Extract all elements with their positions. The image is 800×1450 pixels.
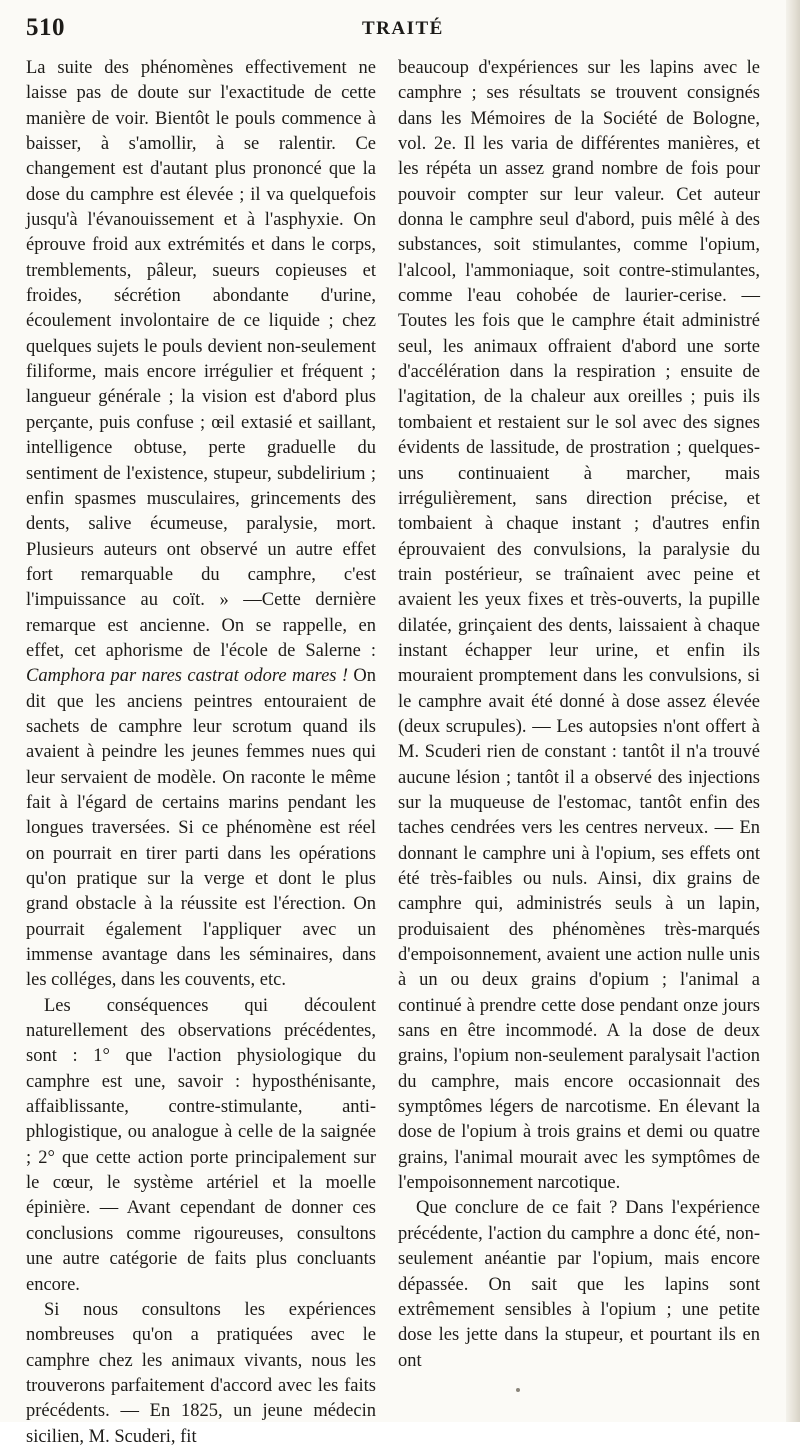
page-number: 510 xyxy=(26,14,65,41)
page-edge-shadow xyxy=(786,0,800,1422)
running-head: TRAITÉ xyxy=(362,18,444,39)
paragraph-conclusions: Les conséquences qui découlent naturellement des observations précédentes, sont : 1° que l'action physiologique du camphre est une, savoir : hyposthénisante, affaiblissante, contre-stimulante, anti-phlogistique, ou analogue à celle de la saignée ; 2° que cette action porte principalement sur le cœur, le système artériel et la moelle épinière. — Avant cependant de donner ces conclusions comme rigoureuses, consultons une autre catégorie de faits plus concluants encore. xyxy=(26,995,376,1295)
paragraph-camphor-effects xyxy=(26,56,376,994)
salerno-aphorism: Camphora par nares castrat odore mares ! xyxy=(26,666,348,687)
page-header xyxy=(26,14,774,48)
left-column xyxy=(26,56,376,1450)
paragraph-scuderi-experiments: beaucoup d'expériences sur les lapins avec le camphre ; ses résultats se trouvent consignés dans les Mémoires de la Société de Bologne, vol. 2e. Il les varia de différentes manières, et les répéta un assez grand nombre de fois pour pouvoir compter sur leur valeur. Cet auteur donna le camphre seul d'abord, puis mêlé à des substances, soit stimulantes, comme l'opium, l'alcool, l'ammoniaque, soit contre-stimulantes, comme l'eau cohobée de laurier-cerise. — Toutes les fois que le camphre était administré seul, les animaux offraient d'abord une sorte d'accélération dans la respiration ; ensuite de l'agitation, de la chaleur aux oreilles ; puis ils tombaient et restaient sur le sol avec des signes évidents de lassitude, de prostration ; quelques-uns continuaient à marcher, mais irrégulièrement, sans direction précise, et tombaient à chaque instant ; d'autres enfin éprouvaient des convulsions, la paralysie du train postérieur, se traînaient avec peine et avaient les yeux fixes et très-ouverts, la pupille dilatée, grinçaient des dents, laissaient à chaque instant échapper leur urine, et enfin ils mouraient promptement dans les convulsions, si le camphre avait été donné à dose assez élevée (deux scrupules). — Les autopsies n'ont offert à M. Scuderi rien de constant : tantôt il n'a trouvé aucune lésion ; tantôt il a observé des injections sur la muqueuse de l'estomac, tantôt enfin des taches cendrées vers les centres nerveux. — En donnant le camphre uni à l'opium, ses effets ont été très-faibles ou nuls. Ainsi, dix grains de camphre qui, administrés seuls à un lapin, produisaient des phénomènes très-marqués d'empoisonnement, avaient une action nulle unis à un ou deux grains d'opium ; l'animal a continué à prendre cette dose pendant onze jours sans en être incommodé. A la dose de deux grains, l'opium non-seulement paralysait l'action du camphre, mais encore occasionnait des symptômes légers de narcotisme. En élevant la dose de l'opium à trois grains et demi ou quatre grains, l'animal mourait avec les symptômes de l'empoisonnement narcotique. xyxy=(398,58,760,1194)
paragraph-opium-conclusion: Que conclure de ce fait ? Dans l'expérience précédente, l'action du camphre a donc été, non-seulement anéantie par l'opium, mais encore dépassée. On sait que les lapins sont extrêmement sensibles à l'opium ; une petite dose les jette dans la stupeur, et pourtant ils en ont xyxy=(398,1198,760,1371)
paragraph-animal-experiments: Si nous consultons les expériences nombreuses qu'on a pratiquées avec le camphre chez les animaux vivants, nous les trouverons parfaitement d'accord avec les faits précédents. — En 1825, un jeune médecin sicilien, M. Scuderi, fit xyxy=(26,1299,376,1447)
paragraph-text: La suite des phénomènes effectivement ne laisse pas de doute sur l'exactitude de cette manière de voir. Bientôt le pouls commence à baisser, à s'amollir, à se ralentir. Ce changement est d'autant plus prononcé que la dose du camphre est élevée ; il va quelquefois jusqu'à l'évanouissement et à l'asphyxie. On éprouve froid aux extrémités et dans le corps, tremblements, pâleur, sueurs copieuses et froides, sécrétion abondante d'urine, écoulement involontaire de ce liquide ; chez quelques sujets le pouls devient non-seulement filiforme, mais encore irrégulier et fréquent ; langueur générale ; la vision est d'abord plus perçante, puis confuse ; œil extasié et saillant, intelligence obtuse, perte graduelle du sentiment de l'existence, stupeur, subdelirium ; enfin spasmes musculaires, grincements des dents, salive écumeuse, paralysie, mort. Plusieurs auteurs ont observé un autre effet fort remarquable du camphre, c'est l'impuissance au coït. » —Cette dernière remarque est ancienne. On se rappelle, en effet, cet aphorisme de l'école de Salerne : xyxy=(26,58,376,661)
paragraph-text-continued: On dit que les anciens peintres entouraient de sachets de camphre leur scrotum quand ils avaient à peindre les jeunes femmes nues qui leur servaient de modèle. On raconte le même fait à l'égard de certains marins pendant les longues traversées. Si ce phénomène est réel on pourrait en tirer parti dans les opérations qu'on pratique sur la verge et dont le plus grand obstacle à la réussite est l'érection. On pourrait également l'appliquer avec un immense avantage dans les séminaires, dans les colléges, dans les couvents, etc. xyxy=(26,666,376,991)
right-column xyxy=(398,56,760,1374)
print-mark xyxy=(516,1388,520,1392)
